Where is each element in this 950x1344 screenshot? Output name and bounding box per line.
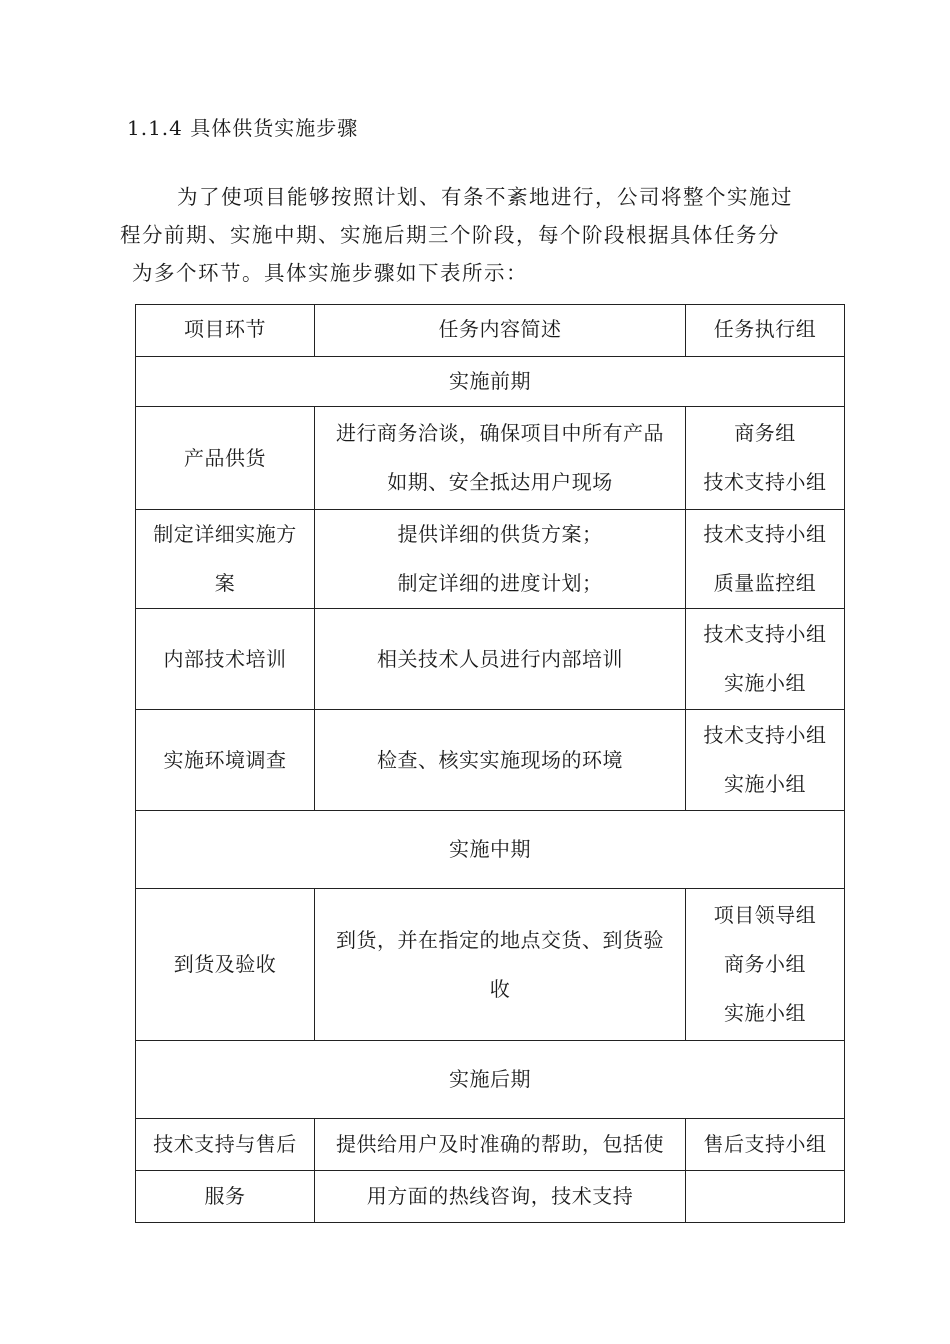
- group-cell: 售后支持小组: [686, 1119, 845, 1171]
- table-row: [136, 510, 845, 609]
- description-cell: 到货，并在指定的地点交货、到货验 收: [315, 889, 686, 1041]
- step-cell: 产品供货: [136, 407, 315, 510]
- header-step: 项目环节: [136, 305, 315, 357]
- intro-line: 为了使项目能够按照计划、有条不紊地进行，公司将整个实施过: [177, 185, 793, 209]
- phase-row: [136, 1041, 845, 1119]
- table-row: [136, 609, 845, 710]
- step-cell: 到货及验收: [136, 889, 315, 1041]
- table-row: [136, 1171, 845, 1223]
- table-row: [136, 1119, 845, 1171]
- group-cell: 项目领导组 商务小组 实施小组: [686, 889, 845, 1041]
- description-cell: 相关技术人员进行内部培训: [315, 609, 686, 710]
- step-cell: 制定详细实施方 案: [136, 510, 315, 609]
- description-cell: 进行商务洽谈，确保项目中所有产品 如期、安全抵达用户现场: [315, 407, 686, 510]
- description-cell: 用方面的热线咨询，技术支持: [315, 1171, 686, 1223]
- step-cell: 服务: [136, 1171, 315, 1223]
- step-cell: 内部技术培训: [136, 609, 315, 710]
- intro-line: 为多个环节。具体实施步骤如下表所示：: [132, 261, 528, 285]
- phase-row: [136, 811, 845, 889]
- header-group: 任务执行组: [686, 305, 845, 357]
- intro-line: 程分前期、实施中期、实施后期三个阶段，每个阶段根据具体任务分: [120, 223, 780, 247]
- group-cell: 商务组 技术支持小组: [686, 407, 845, 510]
- group-cell: 技术支持小组 实施小组: [686, 710, 845, 811]
- table-header-row: [136, 305, 845, 357]
- table-row: [136, 889, 845, 1041]
- step-cell: 实施环境调查: [136, 710, 315, 811]
- implementation-steps-table: [135, 304, 845, 1223]
- phase-mid-label: 实施中期: [136, 811, 845, 889]
- description-cell: 检查、核实实施现场的环境: [315, 710, 686, 811]
- group-cell: [686, 1171, 845, 1223]
- phase-row: [136, 357, 845, 407]
- intro-paragraph: [120, 178, 820, 292]
- table-row: [136, 407, 845, 510]
- step-cell: 技术支持与售后: [136, 1119, 315, 1171]
- header-description: 任务内容简述: [315, 305, 686, 357]
- group-cell: 技术支持小组 质量监控组: [686, 510, 845, 609]
- description-cell: 提供详细的供货方案； 制定详细的进度计划；: [315, 510, 686, 609]
- phase-late-label: 实施后期: [136, 1041, 845, 1119]
- section-heading: 1.1.4 具体供货实施步骤: [127, 116, 359, 140]
- table-row: [136, 710, 845, 811]
- group-cell: 技术支持小组 实施小组: [686, 609, 845, 710]
- description-cell: 提供给用户及时准确的帮助，包括使: [315, 1119, 686, 1171]
- phase-early-label: 实施前期: [136, 357, 845, 407]
